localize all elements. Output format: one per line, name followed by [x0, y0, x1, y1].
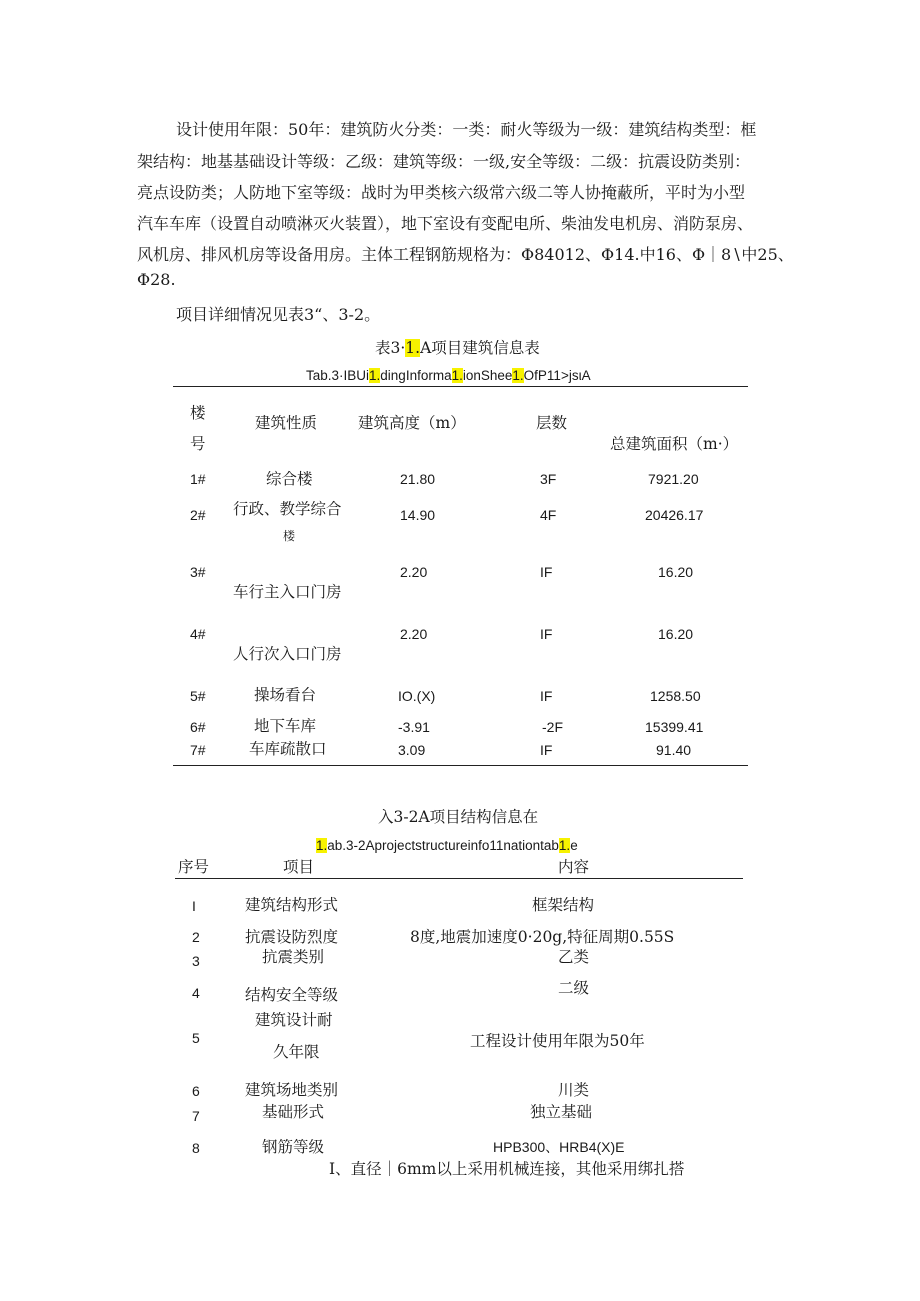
table1-header-area: 总建筑面积（m·） — [610, 435, 739, 453]
table1-row7-num: 7# — [190, 742, 206, 758]
table2-header-rule — [175, 878, 743, 879]
table1-header-nature: 建筑性质 — [255, 414, 318, 432]
table2-en-caption: 1.ab.3-2Aprojectstructureinfo11nationtab1.e — [316, 838, 578, 853]
table1-row1-floors: 3F — [540, 471, 557, 487]
table2-header-num: 序号 — [178, 858, 210, 876]
table2-row2-num: 2 — [192, 929, 200, 945]
table1-row4-height: 2.20 — [400, 626, 428, 642]
table1-row1-num: 1# — [190, 471, 206, 487]
table2-row4-content: 二级 — [558, 979, 590, 997]
table2-row3-content: 乙类 — [558, 948, 590, 966]
table1-row2-height: 14.90 — [400, 507, 436, 523]
paragraph-line-3: 亮点设防类；人防地下室等级：战时为甲类核六级常六级二等人协掩蔽所，平时为小型 — [137, 183, 746, 202]
table2-row8-content: HPB300、HRB4(X)E — [493, 1139, 625, 1155]
table1-row5-nature: 操场看台 — [254, 686, 317, 704]
paragraph-line-2: 架结构：地基基础设计等级：乙级：建筑等级：一级,安全等级：二级：抗震设防类别： — [137, 152, 751, 171]
table2-header-content: 内容 — [558, 858, 590, 876]
table2-row7-num: 7 — [192, 1108, 200, 1124]
table1-row6-floors: -2F — [542, 719, 563, 735]
table1-row2-nature-cont: 楼 — [283, 529, 296, 543]
paragraph-line-4: 汽车车库（设置自动喷淋灭火装置），地下室设有变配电所、柴油发电机房、消防泵房、 — [137, 214, 754, 233]
paragraph-line-5: 风机房、排风机房等设备用房。主体工程钢筋规格为：Φ84012、Φ14.中16、Φ｜8∖中25、 — [137, 245, 794, 264]
table2-note: I、直径｜6mm以上采用机械连接，其他采用绑扎搭 — [329, 1160, 685, 1178]
table1-row2-nature: 行政、教学综合 — [233, 500, 342, 518]
table2-row6-item: 建筑场地类别 — [245, 1081, 339, 1099]
table2-row6-num: 6 — [192, 1083, 200, 1099]
table2-row5-item-cont: 久年限 — [273, 1043, 320, 1061]
table1-row2-num: 2# — [190, 507, 206, 523]
table2-row3-num: 3 — [192, 953, 200, 969]
table1-row5-height: IO.(X) — [398, 688, 436, 704]
table2-row2-content: 8度,地震加速度0·20g,特征周期0.55S — [410, 928, 675, 946]
table1-row4-num: 4# — [190, 626, 206, 642]
table1-row7-nature: 车库疏散口 — [249, 740, 327, 758]
table2-row2-item: 抗震设防烈度 — [245, 928, 339, 946]
table2-row1-content: 框架结构 — [532, 896, 595, 914]
table2-row3-item: 抗震类别 — [262, 948, 325, 966]
table2-row7-item: 基础形式 — [262, 1103, 325, 1121]
table1-bottom-rule — [173, 765, 748, 766]
table-reference: 项目详细情况见表3“、3-2。 — [176, 305, 381, 324]
table1-en-caption: Tab.3·IBUi1.dingInforma1.ionShee1.OfP11>jsιA — [306, 368, 591, 383]
table1-header-num-bottom: 号 — [190, 435, 206, 453]
table1-row6-height: -3.91 — [398, 719, 430, 735]
table2-row7-content: 独立基础 — [530, 1103, 593, 1121]
table2-row6-content: 川类 — [558, 1081, 590, 1099]
table2-row4-item: 结构安全等级 — [245, 986, 339, 1004]
table1-row7-area: 91.40 — [656, 742, 692, 758]
table1-row1-height: 21.80 — [400, 471, 436, 487]
paragraph-line-1: 设计使用年限：50年：建筑防火分类：一类：耐火等级为一级：建筑结构类型：框 — [176, 120, 757, 139]
table1-row2-area: 20426.17 — [645, 507, 704, 523]
table1-header-floors: 层数 — [536, 414, 568, 432]
table1-row6-area: 15399.41 — [645, 719, 704, 735]
table1-row4-floors: IF — [540, 626, 553, 642]
table1-row3-num: 3# — [190, 564, 206, 580]
table1-row5-area: 1258.50 — [650, 688, 701, 704]
table1-row4-area: 16.20 — [658, 626, 694, 642]
table2-row1-item: 建筑结构形式 — [245, 896, 339, 914]
table2-row1-num: I — [192, 898, 196, 914]
table2-row5-content: 工程设计使用年限为50年 — [470, 1032, 645, 1050]
table2-row8-num: 8 — [192, 1140, 200, 1156]
table1-row2-floors: 4F — [540, 507, 557, 523]
paragraph-line-6: Φ28. — [137, 270, 176, 289]
table1-row3-area: 16.20 — [658, 564, 694, 580]
table1-row1-area: 7921.20 — [648, 471, 699, 487]
table1-row6-nature: 地下车库 — [254, 717, 317, 735]
table1-caption: 表3·1.A项目建筑信息表 — [375, 339, 540, 357]
table2-row5-item: 建筑设计耐 — [255, 1011, 333, 1029]
table1-row7-floors: IF — [540, 742, 553, 758]
table2-row5-num: 5 — [192, 1030, 200, 1046]
table1-row3-nature: 车行主入口门房 — [233, 583, 342, 601]
table2-row8-item: 钢筋等级 — [262, 1138, 325, 1156]
table1-row7-height: 3.09 — [398, 742, 426, 758]
table1-row3-floors: IF — [540, 564, 553, 580]
table2-header-item: 项目 — [283, 858, 315, 876]
table1-header-height: 建筑高度（m） — [358, 414, 466, 432]
table2-row4-num: 4 — [192, 985, 200, 1001]
table1-row6-num: 6# — [190, 719, 206, 735]
table1-row5-num: 5# — [190, 688, 206, 704]
table1-header-num-top: 楼 — [190, 404, 206, 422]
table1-top-rule — [173, 386, 748, 387]
table2-caption: 入3-2A项目结构信息在 — [378, 808, 539, 826]
table1-row3-height: 2.20 — [400, 564, 428, 580]
table1-row1-nature: 综合楼 — [266, 470, 313, 488]
table1-row5-floors: IF — [540, 688, 553, 704]
table1-row4-nature: 人行次入口门房 — [233, 645, 342, 663]
